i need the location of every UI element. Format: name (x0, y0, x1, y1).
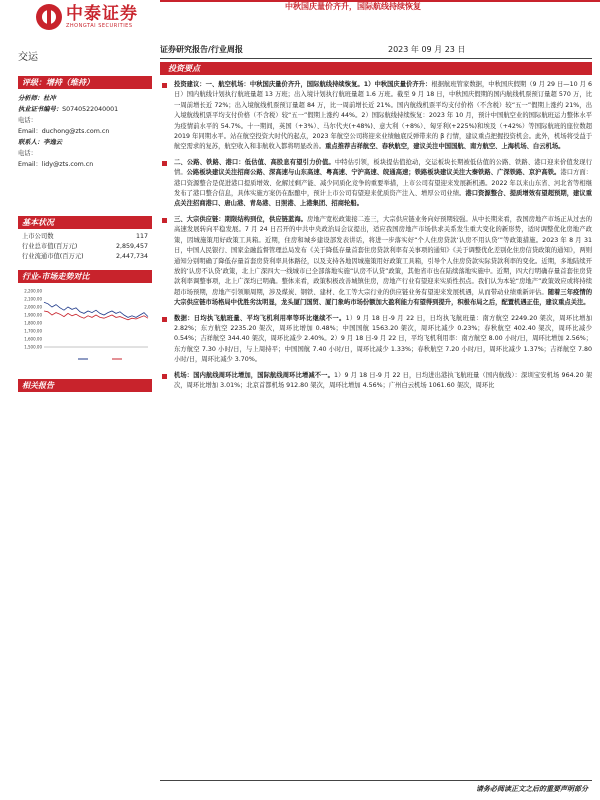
stats-label: 行业流通市值(百万元) (22, 253, 84, 260)
stats-label: 上市公司数 (22, 233, 54, 240)
paragraph-lead: 投资建议：一、航空机场：中秋国庆量价齐升，国际航线持续恢复。1）中秋国庆量价齐升： (174, 81, 432, 88)
y-tick-label: 1,700.00 (24, 328, 42, 334)
stats-value: 2,859,457 (115, 243, 148, 250)
basic-status-title: 基本状况 (18, 216, 152, 229)
paragraph-lead: 数据：日均执飞航班量、平均飞机利用率等环比继续不一。 (174, 314, 346, 322)
stats-value: 117 (135, 233, 148, 240)
related-reports-title: 相关报告 (18, 379, 152, 392)
stats-value: 2,447,734 (115, 253, 148, 260)
paragraph-body: 房地产宽松政策接二连三，大宗供应链业务向好预期较强。从中长期来看，我国房地产市场正从过去的高速发展转向平稳发展。7 月 24 日召开的中共中央政治局会议提出，适应我国房地产市场供求关系发生重大变化的新形势，适时调整优化房地产政策，因城施策用好政策工具箱。近期，住房和城乡建设部发表讲话，将进一步落实好“个人住房贷款‘认房不用认贷’”等政策措施。2023 年 8 月 31 日，中国人民银行、国家金融监督管理总局发布《关于降低存量首套住房贷款利率有关事项的通知》《关于调整优化差别化住房信贷政策的通知》，两则通知分别明确了降低存量首套房贷利率具体路径，以及支持各地因城施策用好政策工具箱，引导个人住房贷款实际贷款利率的变化。近期，多地陆续开放的‘认房不认贷’政策，北上广深四大一线城市已全部落地实施“认房不认贷”政策，其他省市也在陆续落地实施中。近期，四大行明确存量首套住房贷款利率调整事项，北上广深均已明确。整体来看，政策积极改善城镇住房，房地产行业有望迎来实质性拐点。我们认为本轮“房地产”政策效应或将持续超市场预期，房地产引领顺周期，涉及煤炭、钢铁、建材、化工等大宗行业的供应链业务有望迎来发展机遇，从而带动业绩重新评估。 (174, 215, 593, 296)
key-point-paragraph (160, 215, 592, 309)
company-logo (36, 4, 138, 30)
key-point-paragraph (160, 371, 592, 392)
bullet-icon (162, 83, 167, 88)
paragraph-lead: 机场：国内航线周环比增加，国际航线周环比增减不一。 (174, 371, 334, 379)
logo-en-text: ZHONGTAI SECURITIES (66, 23, 133, 29)
bullet-icon (162, 161, 167, 166)
paragraph-lead: 三、大宗供应链：期限结构到位，供应链蓝海。 (174, 215, 308, 223)
stats-table (18, 232, 152, 262)
analyst-line: 分析师：杜冲 (18, 95, 56, 102)
key-point-paragraph (160, 314, 592, 366)
contact-line: 联系人：李逸云 (18, 139, 63, 146)
y-tick-label: 1,900.00 (24, 312, 42, 318)
footer-disclaimer: 请务必阅读正文之后的重要声明部分 (476, 785, 588, 793)
stats-row (18, 252, 152, 262)
key-point-paragraph (160, 158, 592, 210)
footer-divider (160, 780, 592, 781)
paragraph-body: 根据航班管家数据，中秋国庆假期（9 月 29 日—10 月 6 日）国内航线计划执行航班量超 13 万班；出入境计划执行航班量超 1.6 万班。截至 9 月 18 日，中秋国庆假期的国内航线机票预订量超 570 万，比一周前增长近 72%；出入境航线机票预订量超 84 万，比一周前增长近 21%。国内航线机票平均支付价格（不含税）较“五一”假期上涨约 21%，出入境航线机票平均支付价格（不含税）较“五一”假期上涨约 44%。2）国际航线持续恢复：2023 年 10 月，预计中国航空业的国际航班运力整体水平为疫情前水平的 54.7%。十一期间，英国（+3%）、马尔代夫(+48%)、意大利（+8%）、匈牙利(+225%)和埃及（+42%）等国际航班的座位数超 2019 年同期水平。站在航空投资大时代的起点，2023 年航空公司将迎来业绩触底反弹带来的 β 行情，建议重点把握投资机会。此外，机场将受益于航空需求的复苏，航空收入和非航收入都将明显改善。 (174, 81, 593, 151)
rating-badge: 评级：增持（维持） (18, 76, 152, 89)
paragraph-tail: 港口资源整合、提质增效有望超预期，建议重点关注招商港口、唐山港、青岛港、日照港、上港集团、招商轮船。 (174, 190, 593, 208)
y-tick-label: 2,000.00 (24, 304, 42, 310)
phone-line: 电话： (18, 117, 37, 124)
paragraph-tail: 随着三年疫情的大宗供应链市场格局中优胜劣汰明显，龙头厦门国贸、厦门象屿市场份额加大盈利能力有望得到提升，积极布局之后，配置机遇正佳，建议重点关注。 (174, 288, 593, 307)
y-tick-label: 1,800.00 (24, 320, 42, 326)
email2-line: Email：lidy@zts.com.cn (18, 161, 94, 168)
y-tick-label: 1,500.00 (24, 344, 42, 350)
email-line: Email：duchong@zts.com.cn (18, 128, 110, 135)
email2-link[interactable]: lidy@zts.com.cn (41, 161, 94, 168)
stats-label: 行业总市值(百万元) (22, 243, 78, 250)
stats-row (18, 242, 152, 252)
paragraph-tail: 重点推荐吉祥航空、春秋航空，建议关注中国国航、南方航空、上海机场、白云机场。 (325, 143, 565, 151)
paragraph-body: 中特估引领，板块提估值抢动，交运板块长期被低估值的公路、铁路、港口迎来价值发现行情。 (174, 158, 593, 177)
report-type: 证券研究报告/行业周报 (160, 45, 243, 54)
paragraph-body: 1）9 月 18 日-9 月 22 日，日均进出港执飞航班量（国内航线）：深圳宝安机场 964.20 架次，周环比增加 3.01%；北京首都机场 912.80 架次，周环比增加 4.56%；广州白云机场 1061.60 架次，周环比 (174, 371, 592, 389)
phone2-line: 电话： (18, 150, 37, 157)
cert-line: 执业证书编号：S0740522040001 (18, 106, 119, 113)
stats-row (18, 232, 152, 242)
key-point-paragraph (160, 80, 592, 153)
main-content (160, 62, 592, 391)
paragraph-body2: 港口方面：港口资源整合是促进港口提质增效、化解过剩产能、减少同质化竞争的重要举措，上市公司有望迎来发展新机遇。2022 年以来山东省、河北省等相继发布了港口整合信息，具体实施方案仍在酝酿中，预计上市公司有望迎来优质资产注入、增厚公司业绩。 (174, 169, 593, 198)
sidebar (18, 76, 152, 392)
y-tick-label: 2,100.00 (24, 296, 42, 302)
paragraph-list (160, 80, 592, 391)
logo-cn-text: 中泰证券 (66, 4, 138, 24)
bullet-icon (162, 317, 167, 322)
header-divider (160, 58, 592, 59)
banner-title: 中秋国庆量价齐升，国际航线持续恢复 (285, 2, 421, 11)
logo-icon (36, 4, 62, 30)
series-line-1 (44, 311, 148, 320)
y-tick-label: 2,200.00 (24, 288, 42, 294)
y-tick-label: 1,600.00 (24, 336, 42, 342)
report-date: 2023 年 09 月 23 日 (388, 45, 466, 54)
paragraph-lead: 二、公路、铁路、港口：低估值、高股息有望引力价值。 (174, 158, 335, 166)
bullet-icon (162, 218, 167, 223)
paragraph-mid: 公路板块建议关注招商公路、深高速与山东高速、粤高速、宁沪高速、皖通高速；铁路板块建议关注大秦铁路、广深铁路、京沪高铁。 (186, 169, 561, 177)
trend-chart-title: 行业-市场走势对比 (18, 270, 152, 283)
paragraph-body: 1）9 月 18 日-9 月 22 日，日均执飞航班量：南方航空 2249.20 架次，周环比增加 2.82%；东方航空 2235.20 架次，周环比增加 0.48%；中国国航 1563.20 架次，周环比减少 0.23%；春秋航空 402.40 架次，周环比减少 0.54%；吉祥航空 344.40 架次，周环比减少 2.40%。2）9 月 18 日-9 月 22 日，平均飞机利用率：南方航空 8.00 小时/日，周环比增加 2.56%；东方航空 7.30 小时/日，与上周持平；中国国航 7.40 小时/日，周环比减少 1.33%；春秋航空 7.20 小时/日，周环比减少 1.37%；吉祥航空 7.80 小时/日，周环比减少 3.70%。 (174, 314, 593, 364)
bullet-icon (162, 374, 167, 379)
email-link[interactable]: duchong@zts.com.cn (41, 128, 110, 135)
trend-chart (18, 287, 152, 365)
sector-label: 交运 (18, 52, 38, 63)
section-title: 投资要点 (160, 62, 592, 75)
